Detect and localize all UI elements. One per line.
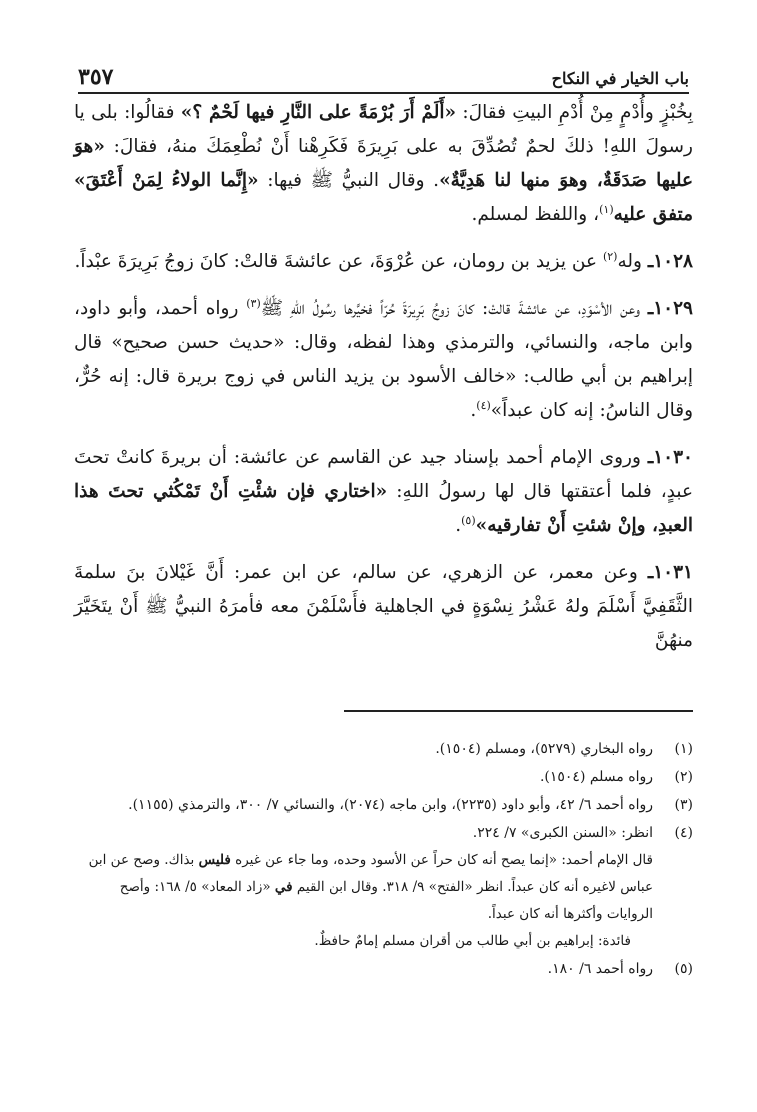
paragraph-1031	[74, 556, 693, 658]
footnote-4-benefit: فائدة: إبراهيم بن أبي طالب من أقران مسلم إمامٌ حافظٌ.	[314, 933, 631, 949]
paragraph-1030	[74, 441, 693, 543]
text-run: .	[455, 515, 462, 536]
text-run: ، واللفظ لمسلم.	[471, 204, 600, 225]
text-run: فليس	[198, 852, 231, 868]
footnote-ref: (٣)	[246, 296, 261, 310]
footnote-text: رواه مسلم (١٥٠٤).	[539, 769, 653, 785]
footnote-5	[74, 955, 693, 983]
footnote-separator	[344, 710, 693, 712]
text-run: وروى الإمام أحمد بإسناد جيد عن القاسم عن عائشة: أن بريرةَ كانتْ تحتَ عبدٍ، فلما أعتقتها قال لها رسولُ اللهِ:	[74, 447, 693, 502]
paragraph-1029	[74, 292, 693, 428]
hadith-quote: «إِنَّما الولاءُ لِمَنْ أَعْتَقَ»	[74, 170, 259, 191]
paragraph-continuation	[74, 96, 693, 232]
footnote-ref: (٢)	[602, 249, 618, 263]
footnote-number: (١)	[674, 741, 693, 757]
hadith-quote: «أَلَمْ أَرَ بُرْمَةً على النَّارِ فيها لَحْمٌ ؟»	[180, 102, 457, 123]
paragraph-1028	[74, 245, 693, 279]
footnote-text: رواه أحمد ٦/ ٤٢، وأبو داود (٢٢٣٥)، وابن ماجه (٢٠٧٤)، والنسائي ٧/ ٣٠٠، والترمذي (١١٥٥).	[128, 797, 653, 813]
footnote-3	[74, 791, 693, 819]
hadith-quote: «هوَ عليها صَدَقَةٌ، وهوَ منها لنا هَدِيَّةٌ»	[74, 136, 694, 191]
text-run: «زاد المعاد» ٥/ ١٦٨: وأصح الروايات وأكثرها أنه كان عبداً.	[119, 879, 653, 922]
text-run: متفق عليه	[613, 204, 693, 225]
footnote-text: رواه البخاري (٥٢٧٩)، ومسلم (١٥٠٤).	[435, 741, 653, 757]
footnote-number: (٤)	[674, 825, 693, 841]
text-run: وله	[617, 251, 648, 272]
footnotes	[74, 735, 693, 983]
text-run: عن يزيد بن رومان، عن عُرْوَةَ، عن عائشةَ قالتْ: كانَ زوجُ بَرِيرَةَ عبْداً.	[74, 251, 603, 272]
footnote-text: رواه أحمد ٦/ ١٨٠.	[547, 961, 653, 977]
footnote-number: (٥)	[674, 961, 693, 977]
hadith-quote: «اختاري فإن شئْتِ أَنْ تَمْكُثي تحتَ هذا العبدِ، وإنْ شئتِ أَنْ تفارقيه»	[74, 481, 693, 536]
footnote-1	[74, 735, 693, 763]
text-run: . وقال النبيُّ ﷺ فيها:	[258, 170, 440, 191]
footnote-4	[74, 819, 693, 847]
text-run: وعن معمر، عن الزهري، عن سالم، عن ابن عمر: أَنَّ غَيْلانَ بنَ سلمةَ الثَّقَفِيَّ أَسْلَمَ ولهُ عَشْرُ نِسْوَةٍ في الجاهلية فأَسْلَمْنَ معه فأمرَهُ النبيُّ ﷺ أَنْ يتَخَيَّرَ منهُنَّ	[74, 562, 693, 651]
footnote-2	[74, 763, 693, 791]
chapter-title: باب الخيار في النكاح	[551, 69, 689, 88]
footnote-text: انظر: «السنن الكبرى» ٧/ ٢٢٤.	[472, 825, 653, 841]
hadith-number: ١٠٣١ـ	[647, 562, 693, 583]
running-header	[78, 58, 689, 94]
footnote-number: (٣)	[674, 797, 693, 813]
footnote-ref: (٤)	[476, 398, 491, 412]
main-text	[74, 96, 693, 671]
hadith-number: ١٠٣٠ـ	[647, 447, 693, 468]
hadith-number: ١٠٢٨ـ	[647, 251, 693, 272]
footnote-ref: (٥)	[461, 513, 476, 527]
text-run: في	[274, 879, 293, 895]
footnote-number: (٢)	[674, 769, 693, 785]
text-run: بذاك. وصح عن ابن عباس لاغيره أنه كان عبداً. انظر «الفتح» ٩/ ٣١٨. وقال ابن القيم	[88, 852, 653, 895]
text-run: بِخُبْزٍ وأُدْمٍ مِنْ أُدْمِ البيتِ فقالَ:	[456, 102, 693, 123]
text-run: قال الإمام أحمد: «إنما يصح أنه كان حراً عن الأسود وحده، وما جاء عن غيره	[230, 852, 653, 868]
footnote-ref: (١)	[599, 202, 614, 216]
page-number: ٣٥٧	[78, 64, 114, 90]
text-run: فقالُوا: بلى يا رسولَ اللهِ! ذلكَ لحمٌ تُصُدِّقَ به على بَرِيرَةَ فَكَرِهْنا أَنْ نُطْعِمَكَ منهُ، فقالَ:	[74, 102, 693, 157]
footnote-4-commentary	[74, 847, 693, 928]
text-run: رواه أحمد، وأبو داود، وابن ماجه، والنسائي، والترمذي وهذا لفظه، وقال: «حديث حسن صحيح» قال إبراهيم بن أبي طالب: «خالف الأسود بن يزيد الناس في زوج بريرة قال: إنه حُرٌّ، وقال الناسُ: إنه كان عبداً»	[74, 298, 693, 421]
hadith-number: ١٠٢٩ـ	[647, 298, 693, 319]
text-run: .	[470, 400, 477, 421]
text-run: وعن الأسْوَدِ، عن عائشةَ قالتْ: كانَ زوجُ بَرِيرَةَ حُرّاً فخيَّرها رسُولُ اللهِ ﷺ	[260, 298, 648, 319]
